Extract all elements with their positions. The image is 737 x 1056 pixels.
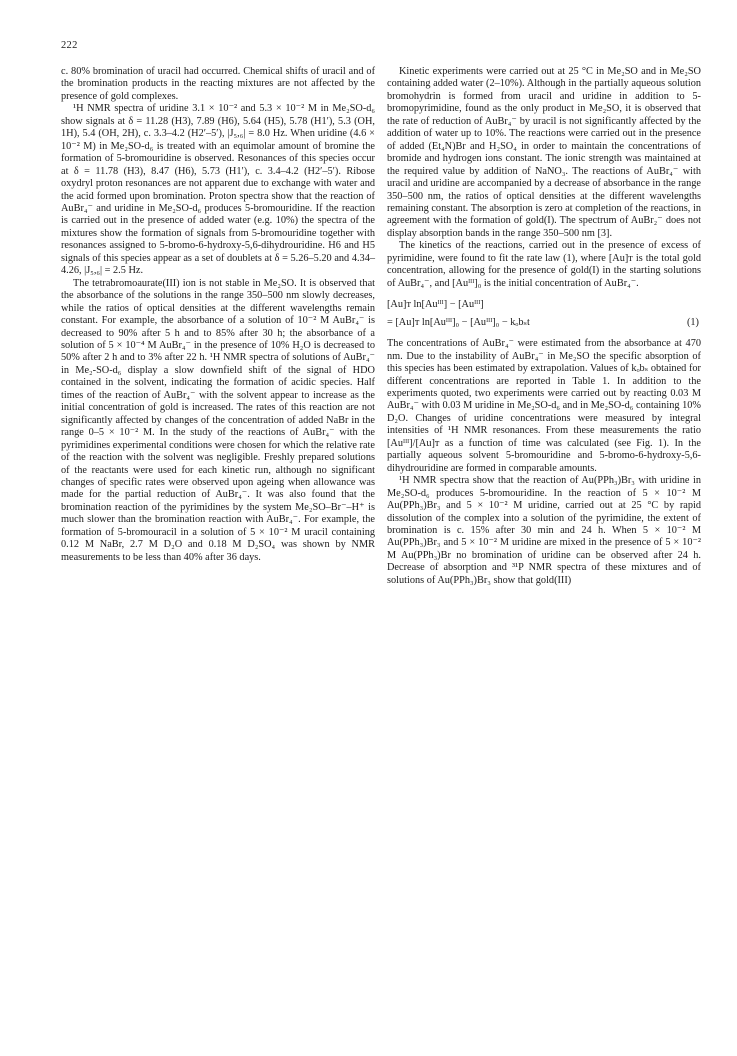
left-column [61,66,375,564]
rate-law-equation [387,296,701,332]
paragraph: Kinetic experiments were carried out at 25 °C in Me₂SO and in Me₂SO containing added water (2–10%). Although in the partially aqueous solution bromohydrin is formed from uracil and uridine in addition to 5-bromopyrimidine, found as the only product in Me₂SO, it is observed that the rate of reduction of AuBr₄⁻ by uracil is not significantly affected by the addition of water up to 10%. The reactions were carried out in the presence of added (Et₄N)Br and H₂SO₄ in order to maintain the concentrations of bromide and hydrogen ions constant. The ionic strength was maintained at the required value by addition of NaNO₃. The reactions of AuBr₄⁻ with uracil and uridine are accompanied by a decrease of absorbance in the range 350–500 nm, the ratios of optical densities at the different wavelengths remaining constant. The absorption is zero at completion of the reactions, in agreement with the formation of gold(I). The spectrum of AuBr₂⁻ does not display absorption bands in the range 350–500 nm [3]. [387,66,701,239]
paragraph: ¹H NMR spectra of uridine 3.1 × 10⁻² and 5.3 × 10⁻² M in Me₂SO-d₆ show signals at δ = 11.28 (H3), 7.89 (H6), 5.64 (H5), 5.78 (H1′), 5.3 (OH, 1H), 5.4 (OH, 2H), c. 3.3–4.2 (H2′–5′), |J₅,₆| = 8.0 Hz. When uridine (4.6 × 10⁻² M) in Me₂SO-d₆ is treated with an equimolar amount of bromine the formation of 5-bromouridine is observed. Resonances of this species occur at δ = 11.78 (H3), 8.47 (H6), 5.73 (H1′), c. 3.4–4.2 (H2′–5′). Ribose oxydryl proton resonances are not apparent due to exchange with water and the acid formed upon bromination. Proton spectra show that the reaction of AuBr₄⁻ and uridine in Me₂SO-d₆ produces 5-bromouridine. If the reaction is carried out in the presence of added water (e.g. 10%) the spectra of the mixtures show the formation of signals from 5-bromouridine together with resonances assigned to 5-bromo-6-hydroxy-5,6-dihydrouridine. H6 and H5 signals of this species appear as a set of doublets at δ = 5.26–5.20 and 4.34–4.26, |J₅,₆| = 2.5 Hz. [61,103,375,277]
equation-line-1: [Au]ᴛ ln[Auᴵᴵᴵ] − [Auᴵᴵᴵ] [387,299,484,311]
right-column [387,66,701,587]
equation-line-2: = [Au]ᴛ ln[Auᴵᴵᴵ]₀ − [Auᴵᴵᴵ]₀ − kₒbₛt [387,317,530,329]
paragraph: The concentrations of AuBr₄⁻ were estimated from the absorbance at 470 nm. Due to the instability of AuBr₄⁻ in Me₂SO the specific absorption of this species has been estimated by extrapolation. Values of kₒbₛ obtained for different concentrations are reported in Table 1. In addition to the experiments quoted, two experiments were carried out by reacting 0.03 M AuBr₄⁻ with 0.03 M uridine in Me₂SO-d₆ and in Me₂SO-d₆ containing 10% D₂O. Changes of uridine concentrations were measured by integral intensities of ¹H NMR resonances. From these measurements the ratio [Auᴵᴵᴵ]/[Au]ᴛ as a function of time was calculated (see Fig. 1). In the partially aqueous solvent 5-bromouridine and 5-bromo-6-hydroxy-5,6-dihydrouridine are formed in comparable amounts. [387,338,701,474]
paragraph: The kinetics of the reactions, carried out in the presence of excess of pyrimidine, were found to fit the rate law (1), where [Au]ᴛ is the total gold concentration, allowing for the presence of gold(I) in the starting solutions of AuBr₄⁻, and [Auᴵᴵᴵ]₀ is the initial concentration of AuBr₄⁻. [387,240,701,289]
paragraph: The tetrabromoaurate(III) ion is not stable in Me₂SO. It is observed that the absorbance of the solutions in the range 350–500 nm slowly decreases, while the ratios of optical densities at the different wavelengths remain constant. For example, the absorbance of a solution of 10⁻² M AuBr₄⁻ is decreased to 90% after 5 h and to 85% after 30 h; the absorbance of a solution of 5 × 10⁻⁴ M AuBr₄⁻ in the presence of 10% H₂O is decreased to 50% after 2 h and to 3% after 22 h. ¹H NMR spectra of solutions of AuBr₄⁻ in Me₂-SO-d₆ display a slow downfield shift of the signal of HDO contained in the solvent, indicating the formation of acidic species. Half times of the reaction of AuBr₄⁻ with the solvent appear to increase as the initial concentration of gold is increased. The rates of this reaction are not significantly affected by changes of the concentration of added NaBr in the range 0–5 × 10⁻² M. In the study of the reactions of AuBr₄⁻ with the pyrimidines experimental conditions were chosen for which the relative rate of the reaction with the solvent was negligible. Freshly prepared solutions of the reactants were used for each kinetic run, although no significant changes of specific rates were observed upon ageing when allowance was made for the partial reduction of AuBr₄⁻. It was also found that the bromination reaction of the pyrimidines by the system Me₂SO–Br⁻–H⁺ is much slower than the bromination reaction with AuBr₄⁻. For example, the formation of 5-bromouracil in a solution of 5 × 10⁻² M uracil containing 0.12 M NaBr, 2.7 M D₂O and 0.18 M D₂SO₄ was shown by NMR measurements to be less than 40% after 36 days. [61,277,375,563]
page-number: 222 [61,40,78,51]
equation-number: (1) [686,317,699,329]
paragraph: ¹H NMR spectra show that the reaction of Au(PPh₃)Br₃ with uridine in Me₂SO-d₆ produces 5-bromouridine. In the reaction of 5 × 10⁻² M Au(PPh₃)Br₃ and 5 × 10⁻² M uridine, carried out at 25 °C by rapid dissolution of the complex into a solution of the pyrimidine, the extent of bromination is c. 15% after 30 min and 24 h. When 5 × 10⁻² M Au(PPh₃)Br₃ and 5 × 10⁻² M uridine are mixed in the presence of 5 × 10⁻² M Au(PPh₃)Br no bromination of uridine can be observed after 24 h. Decrease of absorption and ³¹P NMR spectra of these mixtures and of solutions of Au(PPh₃)Br₃ show that gold(III) [387,475,701,586]
paragraph: c. 80% bromination of uracil had occurred. Chemical shifts of uracil and of the bromination products in the reacting mixtures are not affected by the presence of gold complexes. [61,66,375,102]
